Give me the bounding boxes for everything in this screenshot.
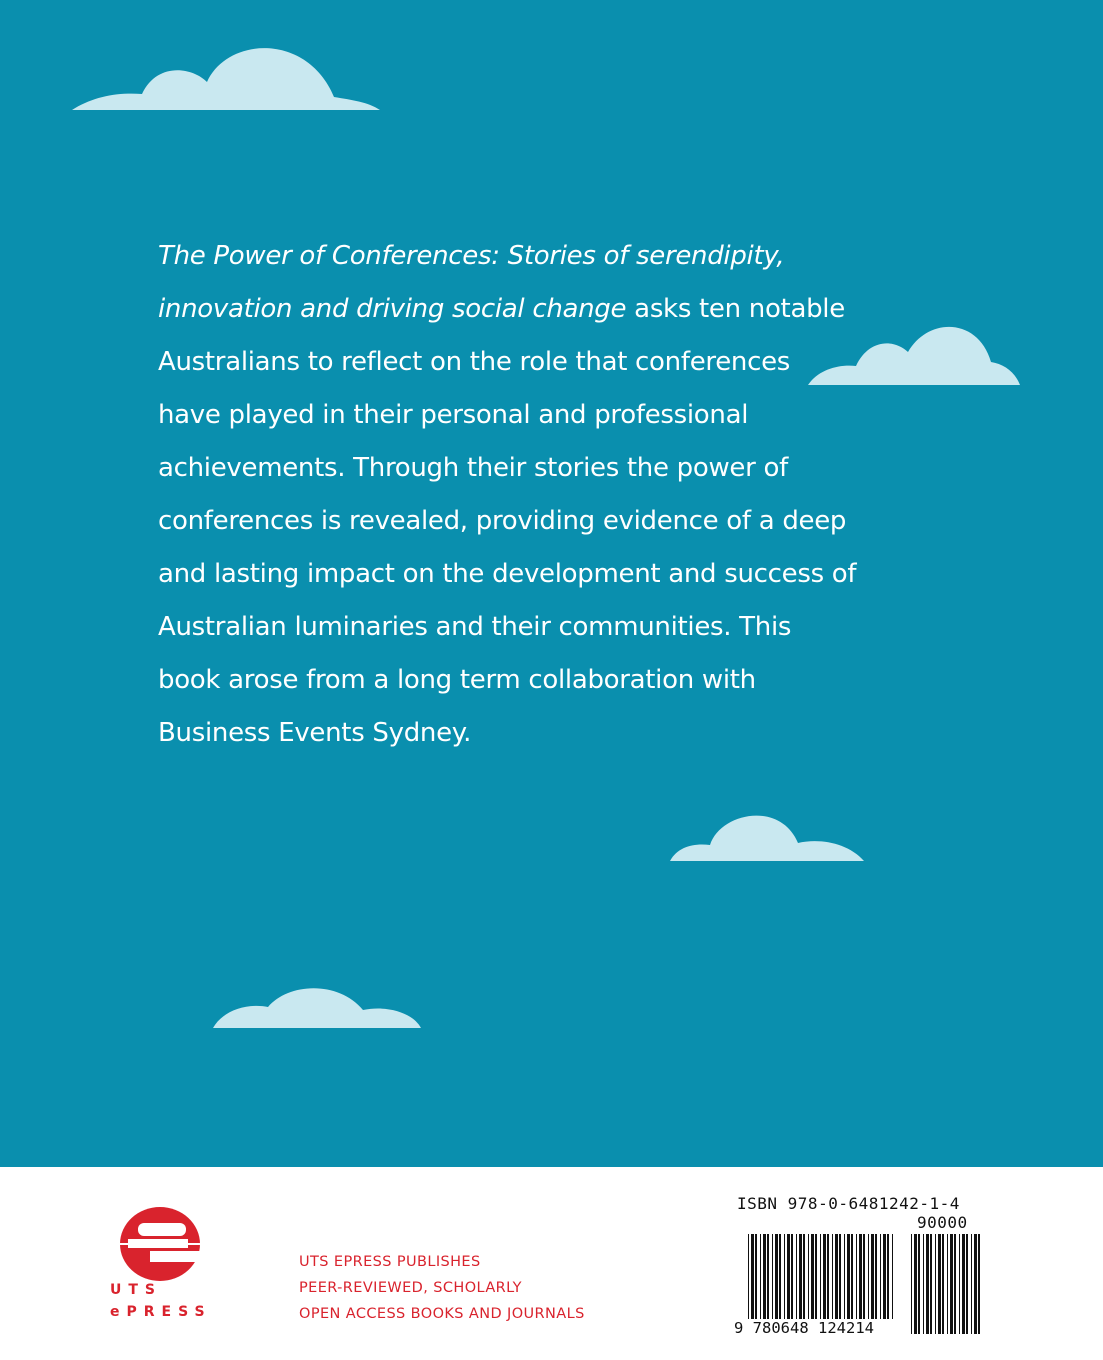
logo-word-epress: ePRESS — [110, 1304, 212, 1320]
barcode-bar — [962, 1234, 965, 1334]
cloud-bottom-left — [213, 985, 423, 1030]
barcode-bar — [978, 1234, 980, 1334]
barcode-bar — [938, 1234, 941, 1334]
uts-epress-logo-icon — [110, 1199, 210, 1319]
barcode-bar — [974, 1234, 977, 1334]
barcode-bar — [947, 1234, 948, 1334]
isbn-label: ISBN 978-0-6481242-1-4 — [737, 1194, 960, 1213]
barcode-bar — [926, 1234, 929, 1334]
tagline-line-1: UTS EPRESS PUBLISHES — [299, 1254, 481, 1270]
cloud-middle — [670, 808, 866, 863]
barcode-bar — [954, 1234, 956, 1334]
barcode-bar — [971, 1234, 972, 1334]
barcode-bar — [918, 1234, 920, 1334]
barcode-bar — [923, 1234, 924, 1334]
tagline-line-2: PEER-REVIEWED, SCHOLARLY — [299, 1280, 522, 1296]
barcode-bar — [914, 1234, 917, 1334]
tagline-line-3: OPEN ACCESS BOOKS AND JOURNALS — [299, 1306, 585, 1322]
barcode-bar — [911, 1234, 912, 1334]
cloud-top-left — [72, 42, 382, 112]
price-code: 90000 — [917, 1213, 968, 1232]
barcode-addon-icon — [911, 1234, 983, 1334]
barcode-bar — [942, 1234, 944, 1334]
barcode-bar — [950, 1234, 953, 1334]
publisher-tagline — [299, 1249, 585, 1327]
barcode-bar — [966, 1234, 968, 1334]
blurb-text — [158, 230, 858, 760]
book-title: The Power of Conferences: Stories of serendipity, innovation and driving social change — [158, 241, 785, 324]
barcode-bar — [935, 1234, 936, 1334]
blurb-body: asks ten notable Australians to reflect on the role that conferences have played in their personal and professional achievements. Through their stories the power of conferences is revealed, providing evidence of a deep and lasting impact on the development and success of Australian luminaries and their communities. This book arose from a long term collaboration with Business Events Sydney. — [158, 294, 857, 748]
barcode-bar — [959, 1234, 960, 1334]
barcode-bar — [930, 1234, 932, 1334]
logo-word-uts: UTS — [110, 1282, 163, 1298]
ean-digits: 9 780648 124214 — [734, 1319, 898, 1337]
